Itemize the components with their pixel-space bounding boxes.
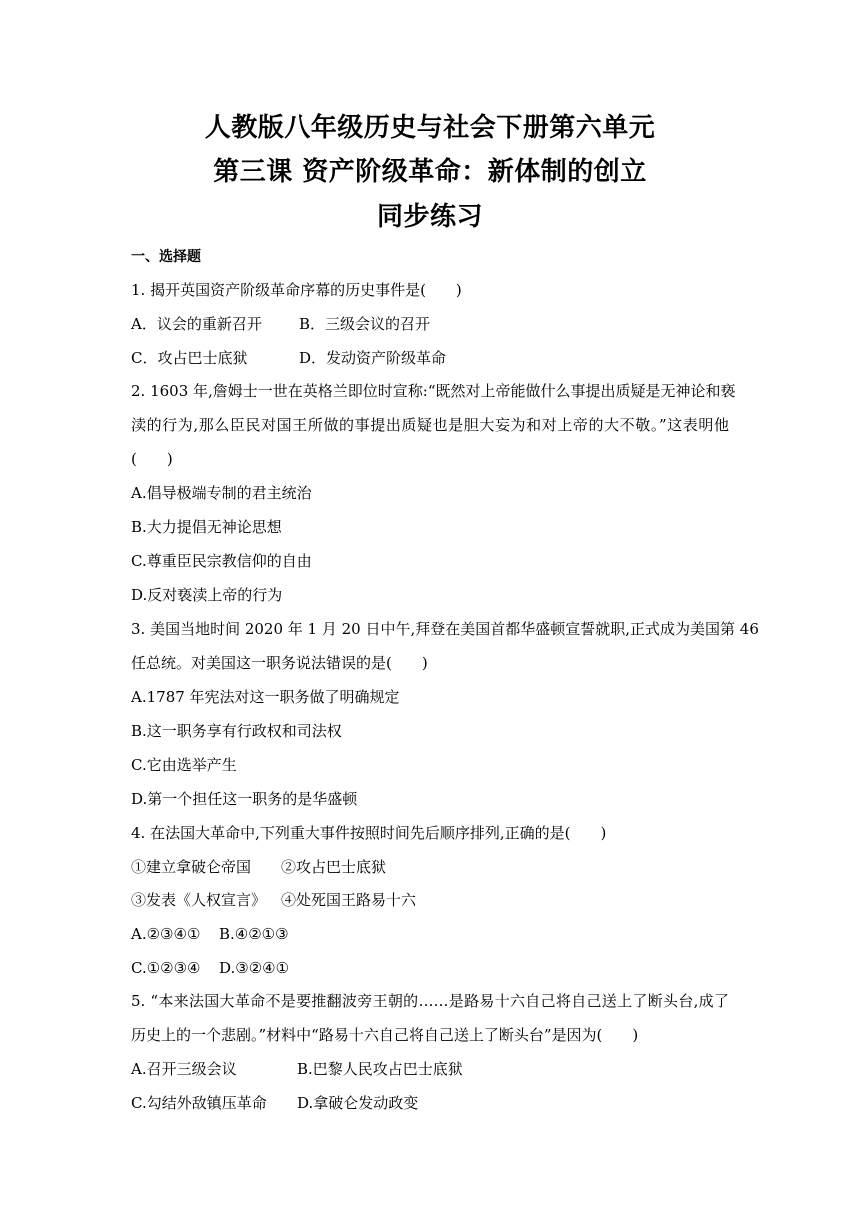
q5-option-b: B.巴黎人民攻占巴士底狱 [297,1060,463,1078]
q4-item-4: ④处死国王路易十六 [281,891,417,909]
q5-option-a: A.召开三级会议 [131,1060,237,1078]
q2-stem-line-3: ( ) [131,450,173,468]
q1-option-a: A．议会的重新召开 [131,315,262,333]
q3-stem-line-2: 任总统。对美国这一职务说法错误的是( ) [131,654,428,672]
q4-option-a: A.②③④① [131,925,201,943]
q3-stem-line-1: 3. 美国当地时间 2020 年 1 月 20 日中午,拜登在美国首都华盛顿宣誓就职,正式成为美国第 46 [131,620,759,638]
q4-items-row-1 [131,857,386,877]
q2-option-d: D.反对亵渎上帝的行为 [131,586,283,604]
q2-option-b: B.大力提倡无神论思想 [131,518,282,536]
q1-option-c: C．攻占巴士底狱 [131,349,248,367]
q1-options-row-2 [131,348,446,368]
q2-stem-line-2: 渎的行为,那么臣民对国王所做的事提出质疑也是胆大妄为和对上帝的大不敬。”这表明他 [131,416,729,434]
q4-item-3: ③发表《人权宣言》 [131,891,267,909]
q4-items-row-2 [131,890,416,910]
q1-option-d: D．发动资产阶级革命 [299,349,447,367]
q1-stem: 1. 揭开英国资产阶级革命序幕的历史事件是( ) [131,281,462,299]
q2-option-c: C.尊重臣民宗教信仰的自由 [131,552,312,570]
q5-option-c: C.勾结外敌镇压革命 [131,1094,267,1112]
title-line-1: 人教版八年级历史与社会下册第六单元 [204,113,656,143]
q4-option-d: D.③②④① [219,959,290,977]
q4-options-row-2 [131,958,289,978]
q4-options-row-1 [131,924,289,944]
q1-option-b: B．三级会议的召开 [299,315,431,333]
q5-stem-line-1: 5. “本来法国大革命不是要推翻波旁王朝的……是路易十六自己将自己送上了断头台,成了 [131,992,729,1010]
q5-options-row-1 [131,1059,463,1079]
q2-stem-line-1: 2. 1603 年,詹姆士一世在英格兰即位时宣称:“既然对上帝能做什么事提出质疑是无神论和亵 [131,382,736,400]
q3-option-b: B.这一职务享有行政权和司法权 [131,722,342,740]
q4-option-b: B.④②①③ [219,925,289,943]
section-heading: 一、选择题 [131,249,201,265]
q1-options-row-1 [131,314,430,334]
q3-option-a: A.1787 年宪法对这一职务做了明确规定 [131,688,400,706]
title-line-2: 第三课 资产阶级革命：新体制的创立 [213,157,647,187]
q5-stem-line-2: 历史上的一个悲剧。”材料中“路易十六自己将自己送上了断头台”是因为( ) [131,1026,639,1044]
q2-option-a: A.倡导极端专制的君主统治 [131,484,312,502]
q3-option-c: C.它由选举产生 [131,756,237,774]
q4-stem: 4. 在法国大革命中,下列重大事件按照时间先后顺序排列,正确的是( ) [131,824,607,842]
q4-item-1: ①建立拿破仑帝国 [131,858,252,876]
q5-options-row-2 [131,1093,418,1113]
q4-option-c: C.①②③④ [131,959,201,977]
title-line-3: 同步练习 [376,202,483,232]
q3-option-d: D.第一个担任这一职务的是华盛顿 [131,790,358,808]
q4-item-2: ②攻占巴士底狱 [281,858,387,876]
q5-option-d: D.拿破仑发动政变 [297,1094,419,1112]
